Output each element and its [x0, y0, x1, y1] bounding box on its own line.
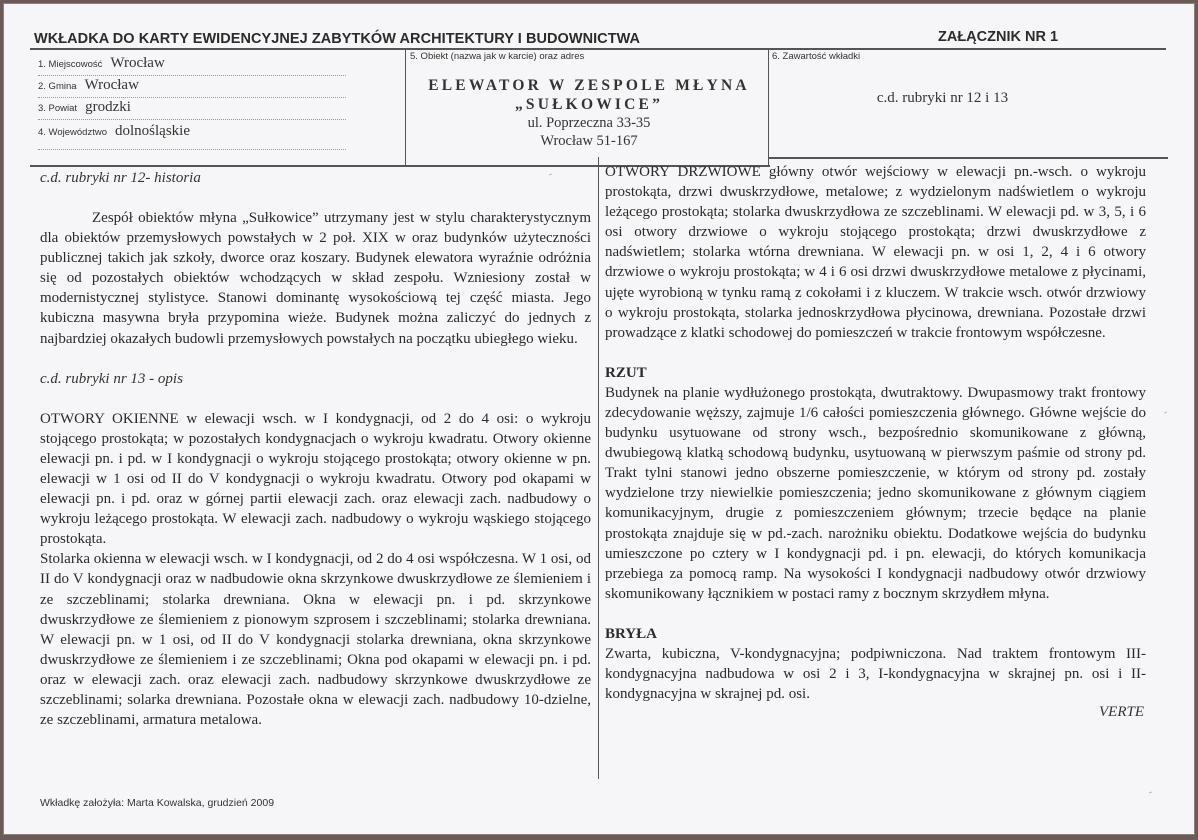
object-street: ul. Poprzeczna 33-35	[527, 115, 651, 131]
object-city-postal: Wrocław 51-167	[540, 133, 638, 149]
right-column	[605, 162, 1146, 721]
field-commune-label: 2. Gmina	[38, 81, 77, 92]
divider-fields-object	[405, 49, 406, 166]
field-commune-value: Wrocław	[84, 77, 139, 93]
field-voivodeship-label: 4. Województwo	[38, 127, 107, 138]
left-column	[40, 168, 591, 730]
mass-text: Zwarta, kubiczna, V-kondygnacyjna; podpiwniczona. Nad traktem frontowym III-kondygnacyjna nadbudowa w osi 2 i 3, I-kondygnacyjna w skrajnej pn. osi i II-kondygnacyjna w skrajnej pd. osi.	[605, 645, 1146, 703]
history-text: Zespół obiektów młyna „Sułkowice” utrzymany jest w stylu charakterystycznym dla obiektów przemysłowych powstałych w 2 poł. XIX w oraz budynków użyteczności publicznej takich jak szkoły, dworce oraz koszary. Budynek elewatora wyraźnie odróżnia się od pozostałych obiektów wchodzących w skład zespołu. Wzniesiony został w modernistycznej stylistyce. Stanowi dominantę wysokościową tej część miasta. Jego kubiczna masywna bryła przypomina wieże. Budynek można zaliczyć do jednych z najbardziej okazałych budowli przemysłowych powstałych na początku ubiegłego wieku.	[40, 210, 591, 347]
doors-text: OTWORY DRZWIOWE główny otwór wejściowy w elewacji pn.-wsch. o wykroju prostokąta, drzwi dwuskrzydłowe, metalowe; z wydzielonym nadświetlem o wykroju leżącego prostokąta; stolarka dwuskrzydłowa ze szczeblinami. W elewacji pd. w 3, 5, i 6 osi otwory drzwiowe o wykroju stojącego prostokąta; drzwi dwuskrzydłowe z nadświetlem; stolarka wtórna drewniana. W elewacji pn. w osi 1, 2, 4 i 6 otwory drzwiowe o wykroju prostokąta; w 4 i 6 osi drzwi dwuskrzydłowe metalowe z płycinami, ujęte wyrobioną w tynku ramą z cokołami i z kluczem. W trakcie wsch. otwór drzwiowy o wykroju prostokąta, stolarka jednoskrzydłowa płycinowa, drewniana. Pozostałe drzwi prowadzące z klatki schodowej do pomieszczeń w trakcie frontowym współczesne.	[605, 164, 1146, 341]
history-heading: c.d. rubryki nr 12- historia	[40, 170, 201, 186]
object-name-line1: ELEWATOR W ZESPOLE MŁYNA	[428, 77, 750, 94]
field-county	[38, 98, 346, 120]
body-column-divider	[598, 157, 599, 779]
verte-label: VERTE	[1099, 704, 1144, 721]
field-voivodeship	[38, 122, 346, 150]
field-locality	[38, 54, 346, 76]
annex-label: ZAŁĄCZNIK NR 1	[938, 29, 1059, 45]
field-county-value: grodzki	[85, 99, 131, 115]
field-voivodeship-value: dolnośląskie	[115, 123, 190, 139]
author-note: Wkładkę założyła: Marta Kowalska, grudzień 2009	[40, 797, 275, 809]
paper-speck	[1149, 792, 1152, 794]
paper-speck	[1164, 412, 1167, 414]
contents-value: c.d. rubryki nr 12 i 13	[876, 90, 1009, 106]
window-joinery-text: Stolarka okienna w elewacji wsch. w I kondygnacji, od 2 do 4 osi współczesna. W 1 osi, od II do V kondygnacji oraz w nadbudowie okna skrzynkowe dwuskrzydłowe ze ślemieniem i ze szczeblinami; stolarka drewniana. Okna w elewacji pn. i pd. skrzynkowe dwuskrzydłowe ze ślemieniem z pionowym szprosem i szczeblinami; stolarka drewniana. W elewacji pn. w 1 osi, od II do V kondygnacji stolarka drewniana, okna skrzynkowe dwuskrzydłowe ze ślemieniem i ze szczeblinami; Okna pod okapami w elewacji pn. i pd. oraz w elewacji zach. oraz elewacji zach. nadbudowy skrzynkowe dwuskrzydłowe ze szczeblinami; solarka drewniana. Pozostałe okna w elewacji zach. nadbudowy 10-dzielne, ze szczeblinami, armatura metalowa.	[40, 551, 591, 729]
windows-text: OTWORY OKIENNE w elewacji wsch. w I kondygnacji, od 2 do 4 osi: o wykroju stojącego prostokąta; w pozostałych kondygnacjach o wykroju kwadratu. Otwory okienne elewacji pn. i pd. w I kondygnacji o wykroju stojącego prostokąta; otwory okienne w pn. elewacji w 1 osi od II do V kondygnacji o wykroju kwadratu. Otwory pod okapami w elewacji pn. i pd. oraz w górnej partii elewacji zach. oraz elewacji zach. nadbudowy o wykroju leżącego prostokąta. W elewacji zach. nadbudowy o wykroju wąskiego stojącego prostokąta.	[40, 410, 591, 548]
header-bottom-rule-right	[768, 157, 1168, 159]
contents-label: 6. Zawartość wkładki	[772, 51, 861, 62]
object-block	[409, 76, 769, 150]
object-label: 5. Obiekt (nazwa jak w karcie) oraz adres	[410, 51, 585, 62]
description-heading: c.d. rubryki nr 13 - opis	[40, 370, 183, 387]
plan-heading: RZUT	[605, 364, 647, 381]
document-page	[3, 3, 1195, 835]
object-name-line2: „SUŁKOWICE”	[514, 96, 664, 113]
mass-heading: BRYŁA	[605, 625, 657, 642]
header-rule	[30, 48, 1166, 50]
field-locality-label: 1. Miejscowość	[38, 59, 103, 70]
plan-text: Budynek na planie wydłużonego prostokąta, dwutraktowy. Dwupasmowy trakt frontowy zdecydowanie węższy, zajmuje 1/6 całości pomieszczenia głównego. Główne wejście do budynku usytuowane od strony wsch., bezpośrednio skomunikowane z główną, dwubiegową klatką schodową budynku, usytuowaną w pierwszym paśmie od strony pd. Trakt tylni stanowi jedno obszerne pomieszczenie, w którym od strony pd. zostały wydzielone trzy niewielkie pomieszczenia; jedno skomunikowane z głównym ciągiem komunikacyjnym, drugie z pomieszczeniem głównym; trzecie będące na planie prostokąta znajduje się w pd.-zach. narożniku obiektu. Dodatkowe wejścia do budynku umieszczone po cztery w I kondygnacji pd. i pn. elewacji, do których komunikacja przebiega za pomocą ramp. Na wysokości I kondygnacji nadbudowy otwór drzwiowy skomunikowany łącznikiem w postaci ramy z bocznym skrzydłem młyna.	[605, 384, 1146, 602]
field-locality-value: Wrocław	[110, 55, 165, 71]
field-county-label: 3. Powiat	[38, 103, 78, 114]
field-commune	[38, 76, 346, 98]
document-title: WKŁADKA DO KARTY EWIDENCYJNEJ ZABYTKÓW ARCHITEKTURY I BUDOWNICTWA	[34, 31, 641, 47]
